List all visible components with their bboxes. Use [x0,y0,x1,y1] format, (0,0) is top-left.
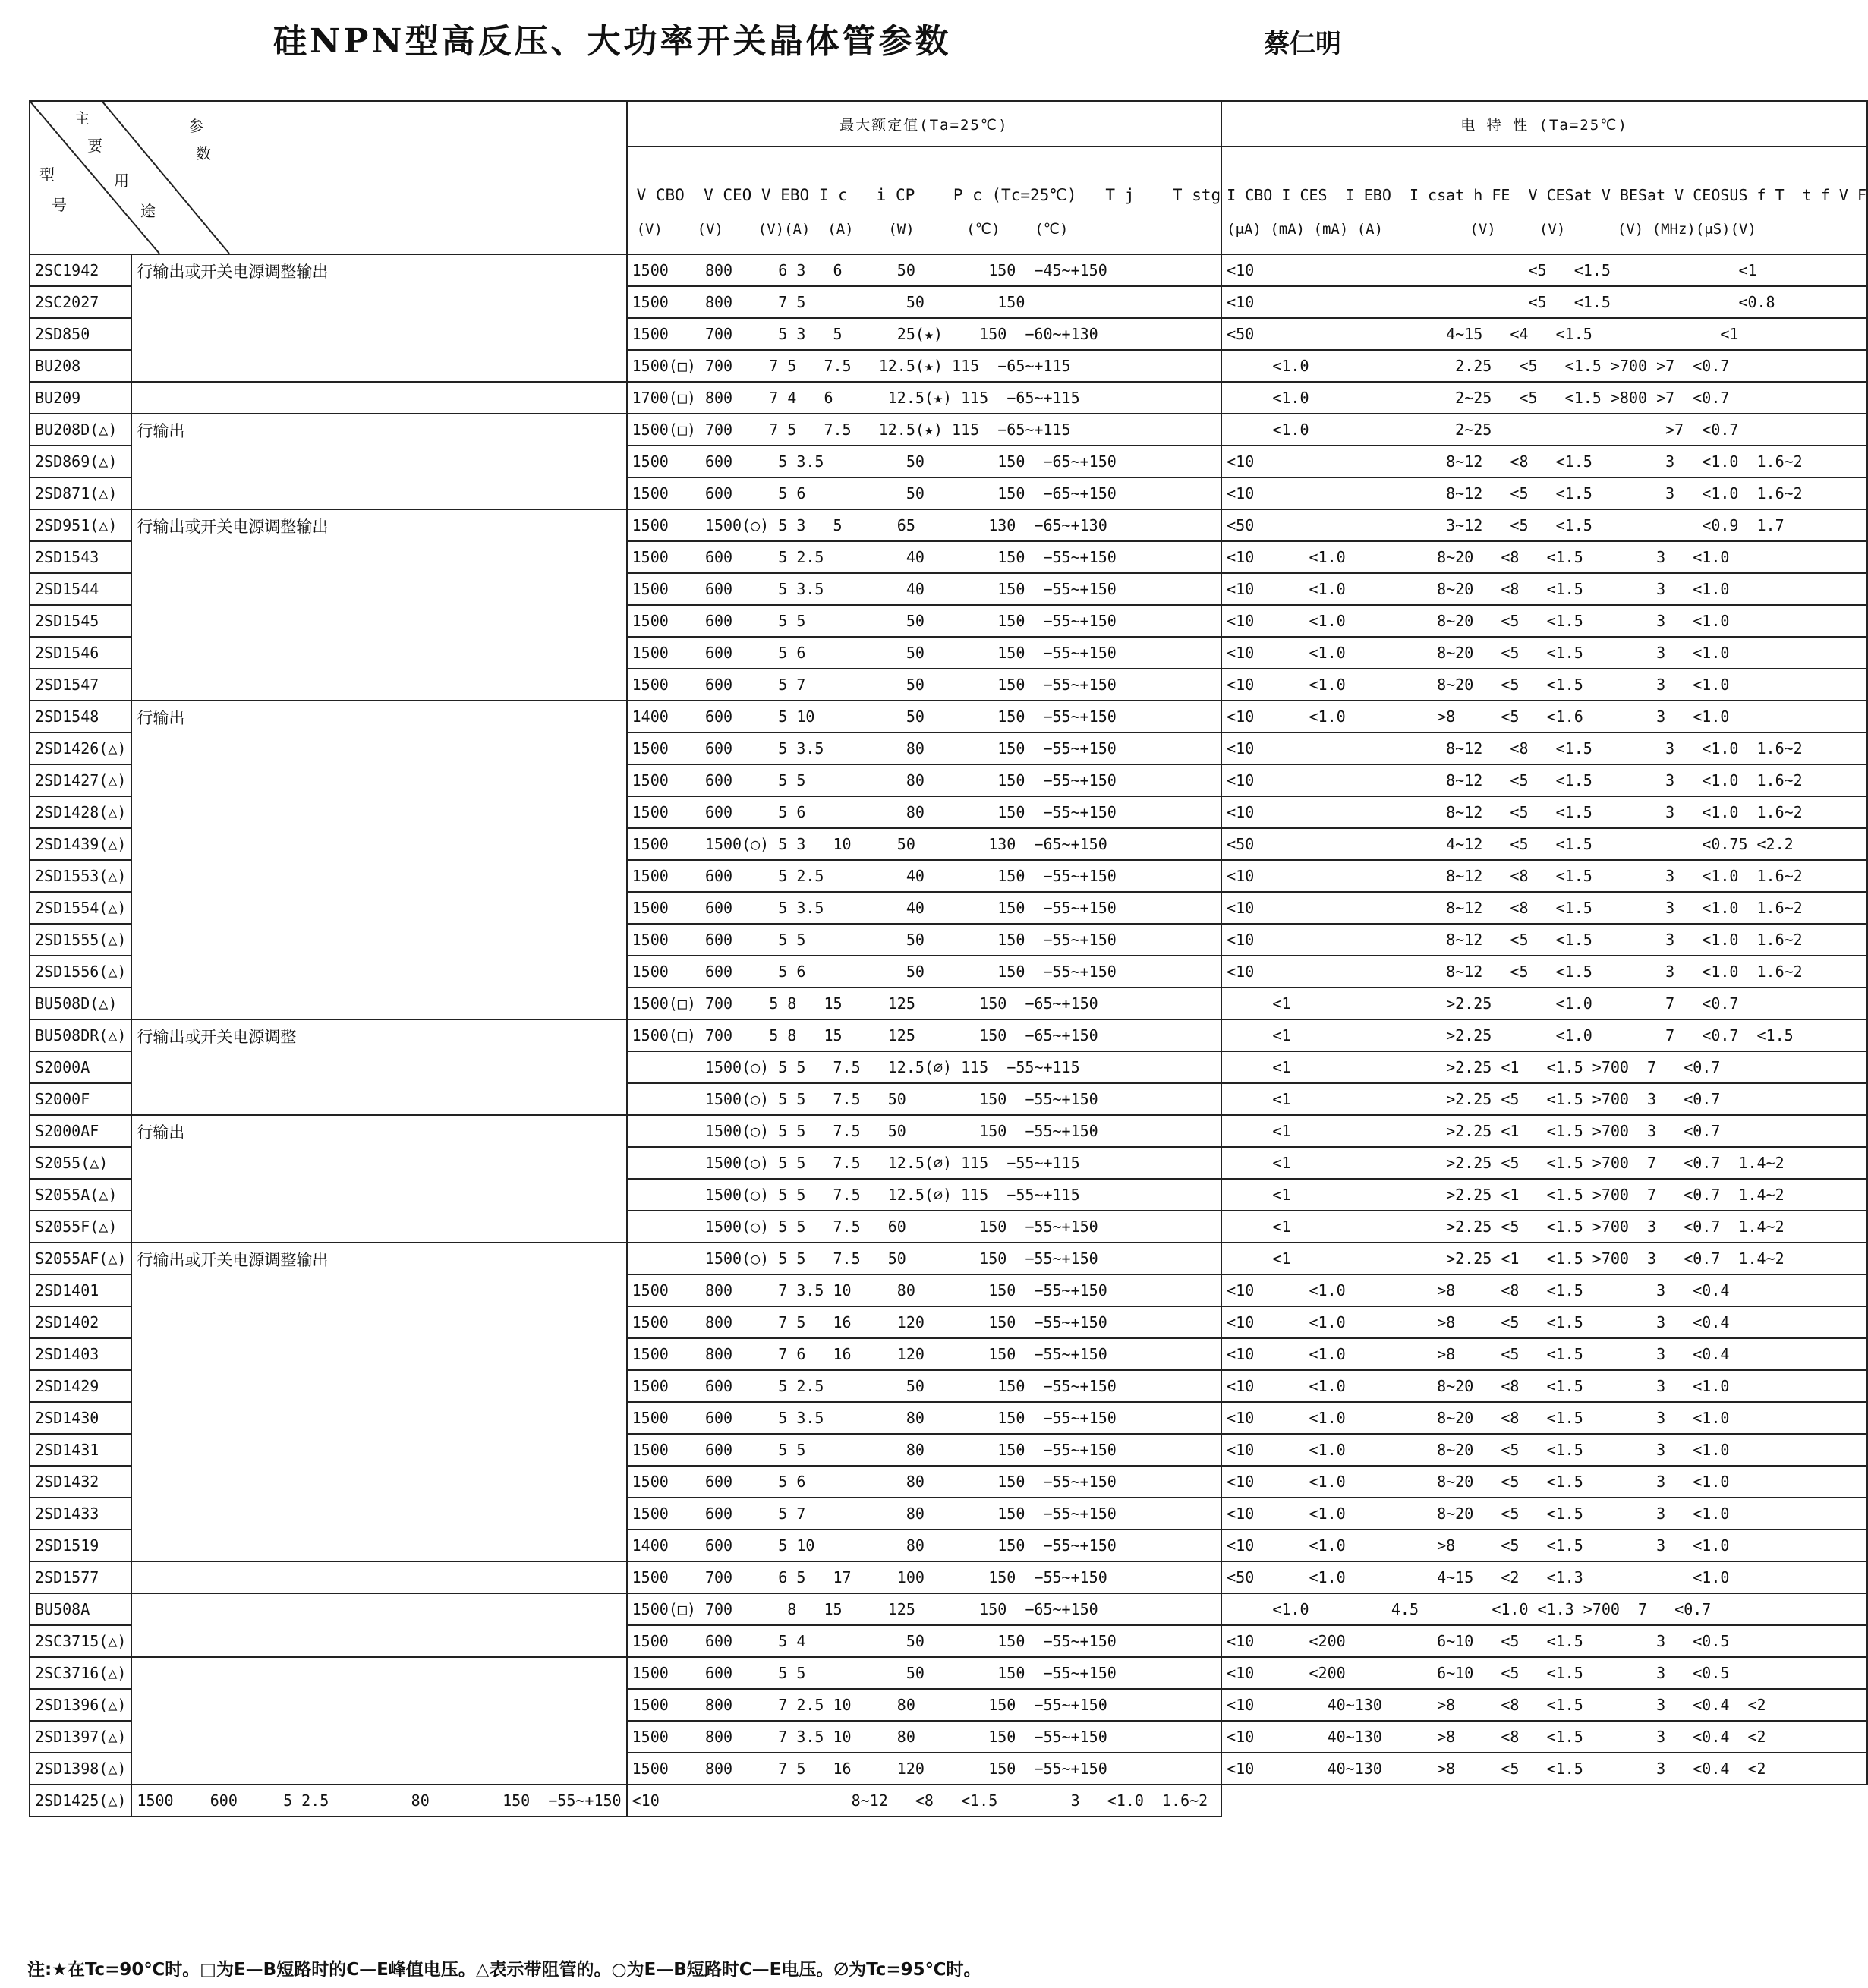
model-cell: 2SD951(△) [30,509,131,541]
max-rating-cell: 1500 800 7 3.5 10 80 150 −55~+150 [627,1721,1222,1753]
table-row [30,1115,1867,1147]
elec-col-names: I CBO I CES I EBO I csat h FE V CESat V BESat V CEOSUS f T t f V F [1227,186,1867,204]
model-cell: 2SD1401 [30,1274,131,1306]
model-cell: 2SD850 [30,318,131,350]
max-rating-cell: 1500 600 5 2.5 80 150 −55~+150 [131,1785,626,1816]
table-row [30,414,1867,446]
max-rating-cell: 1500(□) 700 5 8 15 125 150 −65~+150 [627,988,1222,1019]
electrical-cell: <1 >2.25 <1 <1.5 >700 7 <0.7 1.4~2 [1221,1179,1867,1211]
model-cell: 2SD1403 [30,1338,131,1370]
model-cell: 2SD1432 [30,1466,131,1498]
electrical-cell: <1 >2.25 <5 <1.5 >700 3 <0.7 [1221,1083,1867,1115]
electrical-cell: <1 >2.25 <1.0 7 <0.7 <1.5 [1221,1019,1867,1051]
table-row [30,1657,1867,1689]
max-rating-cell: 1500 600 5 6 80 150 −55~+150 [627,796,1222,828]
electrical-cell: <10 <1.0 8~20 <5 <1.5 3 <1.0 [1221,1498,1867,1530]
use-cell [131,1657,626,1785]
electrical-cell: <1.0 2~25 <5 <1.5 >800 >7 <0.7 [1221,382,1867,414]
max-rating-cell: 1500 800 7 2.5 10 80 150 −55~+150 [627,1689,1222,1721]
electrical-cell: <10 <1.0 8~20 <8 <1.5 3 <1.0 [1221,573,1867,605]
model-cell: 2SD1555(△) [30,924,131,956]
table-row [30,509,1867,541]
model-cell: 2SD1553(△) [30,860,131,892]
model-cell: BU209 [30,382,131,414]
use-cell [131,382,626,414]
footnote: 注:★在Tc=90℃时。□为E—B短路时的C—E峰值电压。△表示带阻管的。○为E—B短路时C—E电压。∅为Tc=95℃时。 [27,1960,981,1980]
electrical-cell: <1 >2.25 <5 <1.5 >700 7 <0.7 1.4~2 [1221,1147,1867,1179]
max-rating-cell: 1500 600 5 6 80 150 −55~+150 [627,1466,1222,1498]
max-rating-cell: 1400 600 5 10 50 150 −55~+150 [627,701,1222,733]
corner-tu: 途 [140,202,156,220]
table-row [30,1593,1867,1625]
electrical-cell: <10 <200 6~10 <5 <1.5 3 <0.5 [1221,1657,1867,1689]
electrical-cell: <10 <1.0 8~20 <8 <1.5 3 <1.0 [1221,1402,1867,1434]
model-cell: 2SD1439(△) [30,828,131,860]
electrical-cell: <10 <1.0 8~20 <5 <1.5 3 <1.0 [1221,669,1867,701]
model-cell: BU508A [30,1593,131,1625]
corner-shu: 数 [196,144,211,162]
model-cell: S2055A(△) [30,1179,131,1211]
electrical-cell: <10 40~130 >8 <5 <1.5 3 <0.4 <2 [1221,1753,1867,1785]
table-body [30,254,1867,1816]
model-cell: S2055F(△) [30,1211,131,1243]
model-cell: 2SD1430 [30,1402,131,1434]
max-rating-cell: 1400 600 5 10 80 150 −55~+150 [627,1530,1222,1561]
max-col-names: V CBO V CEO V EBO I c i CP P c (Tc=25℃) T j T stg [636,186,1221,204]
model-cell: 2SD1545 [30,605,131,637]
max-rating-cell: 1500 800 7 5 16 120 150 −55~+150 [627,1306,1222,1338]
model-cell: BU508DR(△) [30,1019,131,1051]
max-rating-cell: 1500 800 6 3 6 50 150 −45~+150 [627,254,1222,286]
electrical-cell: <10 8~12 <8 <1.5 3 <1.0 1.6~2 [627,1785,1222,1816]
model-cell: 2SD1543 [30,541,131,573]
max-rating-cell: 1500 600 5 6 50 150 −55~+150 [627,637,1222,669]
table-row [30,1785,1867,1816]
model-cell: 2SD1547 [30,669,131,701]
use-cell [131,1561,626,1593]
electrical-cell: <1.0 2.25 <5 <1.5 >700 >7 <0.7 [1221,350,1867,382]
electrical-cell: <10 <1.0 >8 <5 <1.5 3 <1.0 [1221,1530,1867,1561]
table-row [30,1561,1867,1593]
electrical-cell: <10 <1.0 8~20 <5 <1.5 3 <1.0 [1221,1434,1867,1466]
corner-main: 主 [74,109,90,128]
electrical-cell: <10 40~130 >8 <8 <1.5 3 <0.4 <2 [1221,1689,1867,1721]
corner-hao: 号 [52,196,67,214]
max-rating-cell: 1500 700 6 5 17 100 150 −55~+150 [627,1561,1222,1593]
max-rating-cell: 1500(○) 5 5 7.5 50 150 −55~+150 [627,1115,1222,1147]
max-rating-cell: 1500 600 5 5 50 150 −55~+150 [627,924,1222,956]
use-cell: 行输出或开关电源调整输出 [131,509,626,701]
max-rating-cell: 1700(□) 800 7 4 6 12.5(★) 115 −65~+115 [627,382,1222,414]
electrical-cell: <1 >2.25 <5 <1.5 >700 3 <0.7 1.4~2 [1221,1211,1867,1243]
max-rating-cell: 1500(□) 700 7 5 7.5 12.5(★) 115 −65~+115 [627,350,1222,382]
use-cell [131,1593,626,1657]
model-cell: BU208D(△) [30,414,131,446]
model-cell: 2SC1942 [30,254,131,286]
model-cell: 2SD1544 [30,573,131,605]
use-cell: 行输出 [131,701,626,1019]
model-cell: BU508D(△) [30,988,131,1019]
max-rating-cell: 1500 600 5 2.5 40 150 −55~+150 [627,541,1222,573]
max-rating-cell: 1500 600 5 3.5 80 150 −55~+150 [627,1402,1222,1434]
model-cell: 2SD1519 [30,1530,131,1561]
parameter-table [29,100,1868,1817]
model-cell: 2SD1577 [30,1561,131,1593]
electrical-cell: <10 8~12 <8 <1.5 3 <1.0 1.6~2 [1221,892,1867,924]
model-cell: BU208 [30,350,131,382]
electrical-cell: <1 >2.25 <1 <1.5 >700 3 <0.7 [1221,1115,1867,1147]
max-rating-cell: 1500 600 5 3.5 40 150 −55~+150 [627,892,1222,924]
max-rating-cell: 1500 600 5 3.5 50 150 −65~+150 [627,446,1222,477]
use-cell: 行输出或开关电源调整输出 [131,1243,626,1561]
electrical-cell: <1.0 4.5 <1.0 <1.3 >700 7 <0.7 [1221,1593,1867,1625]
electrical-cell: <10 8~12 <8 <1.5 3 <1.0 1.6~2 [1221,446,1867,477]
use-cell: 行输出或开关电源调整 [131,1019,626,1115]
max-rating-cell: 1500(○) 5 5 7.5 12.5(∅) 115 −55~+115 [627,1179,1222,1211]
electrical-columns [1221,147,1867,254]
max-rating-cell: 1500(□) 700 8 15 125 150 −65~+150 [627,1593,1222,1625]
electrical-cell: <50 4~15 <4 <1.5 <1 [1221,318,1867,350]
model-cell: 2SD1546 [30,637,131,669]
electrical-cell: <10 8~12 <5 <1.5 3 <1.0 1.6~2 [1221,924,1867,956]
max-rating-cell: 1500 700 5 3 5 25(★) 150 −60~+130 [627,318,1222,350]
max-rating-cell: 1500 600 5 6 50 150 −65~+150 [627,477,1222,509]
electrical-cell: <10 <1.0 >8 <5 <1.6 3 <1.0 [1221,701,1867,733]
max-rating-cell: 1500 600 5 5 50 150 −55~+150 [627,1657,1222,1689]
model-cell: 2SD1429 [30,1370,131,1402]
electrical-cell: <50 <1.0 4~15 <2 <1.3 <1.0 [1221,1561,1867,1593]
max-rating-cell: 1500(○) 5 5 7.5 12.5(∅) 115 −55~+115 [627,1051,1222,1083]
model-cell: 2SD1397(△) [30,1721,131,1753]
electrical-cell: <10 <1.0 8~20 <5 <1.5 3 <1.0 [1221,637,1867,669]
max-rating-cell: 1500 600 5 5 50 150 −55~+150 [627,605,1222,637]
table-row [30,382,1867,414]
max-rating-cell: 1500 600 5 7 50 150 −55~+150 [627,669,1222,701]
electrical-cell: <10 <1.0 8~20 <5 <1.5 3 <1.0 [1221,605,1867,637]
max-rating-cell: 1500 600 5 2.5 40 150 −55~+150 [627,860,1222,892]
electrical-cell: <10 <1.0 >8 <8 <1.5 3 <0.4 [1221,1274,1867,1306]
max-rating-cell: 1500 600 5 3.5 80 150 −55~+150 [627,733,1222,764]
model-cell: 2SD1425(△) [30,1785,131,1816]
electrical-cell: <10 <1.0 >8 <5 <1.5 3 <0.4 [1221,1338,1867,1370]
electrical-cell: <50 3~12 <5 <1.5 <0.9 1.7 [1221,509,1867,541]
max-rating-cell: 1500 800 7 5 50 150 [627,286,1222,318]
max-rating-cell: 1500 600 5 6 50 150 −55~+150 [627,956,1222,988]
electrical-cell: <10 8~12 <8 <1.5 3 <1.0 1.6~2 [1221,733,1867,764]
electrical-cell: <1 >2.25 <1 <1.5 >700 3 <0.7 1.4~2 [1221,1243,1867,1274]
electrical-cell: <10 40~130 >8 <8 <1.5 3 <0.4 <2 [1221,1721,1867,1753]
use-cell: 行输出 [131,414,626,509]
electrical-cell: <10 8~12 <5 <1.5 3 <1.0 1.6~2 [1221,796,1867,828]
max-rating-cell: 1500 800 7 5 16 120 150 −55~+150 [627,1753,1222,1785]
electrical-cell: <10 <1.0 >8 <5 <1.5 3 <0.4 [1221,1306,1867,1338]
model-cell: S2000AF [30,1115,131,1147]
model-cell: S2000F [30,1083,131,1115]
model-cell: 2SD871(△) [30,477,131,509]
model-cell: S2055(△) [30,1147,131,1179]
model-cell: 2SD1396(△) [30,1689,131,1721]
electrical-cell: <10 <1.0 8~20 <5 <1.5 3 <1.0 [1221,1466,1867,1498]
electrical-header: 电 特 性 (Ta=25℃) [1221,101,1867,147]
max-rating-cell: 1500 600 5 2.5 50 150 −55~+150 [627,1370,1222,1402]
model-cell: S2000A [30,1051,131,1083]
max-rating-cell: 1500(□) 700 5 8 15 125 150 −65~+150 [627,1019,1222,1051]
page-title: 硅NPN型高反压、大功率开关晶体管参数 [273,22,952,61]
model-cell: 2SD1548 [30,701,131,733]
model-cell: 2SD1402 [30,1306,131,1338]
max-rating-cell: 1500 600 5 7 80 150 −55~+150 [627,1498,1222,1530]
model-cell: 2SD1433 [30,1498,131,1530]
electrical-cell: <10 8~12 <8 <1.5 3 <1.0 1.6~2 [1221,860,1867,892]
max-rating-cell: 1500 1500(○) 5 3 5 65 130 −65~+130 [627,509,1222,541]
electrical-cell: <10 8~12 <5 <1.5 3 <1.0 1.6~2 [1221,477,1867,509]
max-rating-cell: 1500(○) 5 5 7.5 50 150 −55~+150 [627,1243,1222,1274]
electrical-cell: <10 <200 6~10 <5 <1.5 3 <0.5 [1221,1625,1867,1657]
electrical-cell: <1 >2.25 <1 <1.5 >700 7 <0.7 [1221,1051,1867,1083]
electrical-cell: <10 8~12 <5 <1.5 3 <1.0 1.6~2 [1221,956,1867,988]
electrical-cell: <10 <5 <1.5 <0.8 [1221,286,1867,318]
model-cell: 2SD869(△) [30,446,131,477]
max-rating-cell: 1500(□) 700 7 5 7.5 12.5(★) 115 −65~+115 [627,414,1222,446]
max-rating-cell: 1500(○) 5 5 7.5 12.5(∅) 115 −55~+115 [627,1147,1222,1179]
corner-can: 参 [188,117,203,135]
electrical-cell: <10 <5 <1.5 <1 [1221,254,1867,286]
electrical-cell: <1 >2.25 <1.0 7 <0.7 [1221,988,1867,1019]
model-cell: 2SD1426(△) [30,733,131,764]
max-rating-columns [627,147,1222,254]
model-cell: 2SD1554(△) [30,892,131,924]
max-rating-cell: 1500 800 7 6 16 120 150 −55~+150 [627,1338,1222,1370]
model-cell: 2SC2027 [30,286,131,318]
electrical-cell: <1.0 2~25 >7 <0.7 [1221,414,1867,446]
model-cell: S2055AF(△) [30,1243,131,1274]
model-cell: 2SD1556(△) [30,956,131,988]
model-cell: 2SD1431 [30,1434,131,1466]
max-col-units: (V) (V) (V)(A) (A) (W) (℃) (℃) [636,221,1069,238]
corner-xing: 型 [39,165,55,184]
elec-col-units: (μA) (mA) (mA) (A) (V) (V) (V) (MHz)(μS)(V) [1227,221,1756,238]
use-cell: 行输出或开关电源调整输出 [131,254,626,382]
max-rating-cell: 1500(○) 5 5 7.5 60 150 −55~+150 [627,1211,1222,1243]
model-cell: 2SD1428(△) [30,796,131,828]
model-cell: 2SC3716(△) [30,1657,131,1689]
max-rating-cell: 1500 800 7 3.5 10 80 150 −55~+150 [627,1274,1222,1306]
corner-yong: 用 [114,172,129,190]
table-row [30,1019,1867,1051]
table-row [30,1243,1867,1274]
model-cell: 2SC3715(△) [30,1625,131,1657]
corner-header [30,101,627,254]
use-cell: 行输出 [131,1115,626,1243]
max-rating-cell: 1500 600 5 4 50 150 −55~+150 [627,1625,1222,1657]
electrical-cell: <10 8~12 <5 <1.5 3 <1.0 1.6~2 [1221,764,1867,796]
electrical-cell: <50 4~12 <5 <1.5 <0.75 <2.2 [1221,828,1867,860]
model-cell: 2SD1398(△) [30,1753,131,1785]
max-rating-cell: 1500 600 5 5 80 150 −55~+150 [627,764,1222,796]
max-rating-cell: 1500 600 5 5 80 150 −55~+150 [627,1434,1222,1466]
model-cell: 2SD1427(△) [30,764,131,796]
table-row [30,254,1867,286]
max-rating-header: 最大额定值(Ta=25℃) [627,101,1222,147]
max-rating-cell: 1500 600 5 3.5 40 150 −55~+150 [627,573,1222,605]
corner-yao: 要 [87,137,102,155]
electrical-cell: <10 <1.0 8~20 <8 <1.5 3 <1.0 [1221,541,1867,573]
author: 蔡仁明 [1264,29,1341,59]
table-row [30,701,1867,733]
max-rating-cell: 1500 1500(○) 5 3 10 50 130 −65~+150 [627,828,1222,860]
max-rating-cell: 1500(○) 5 5 7.5 50 150 −55~+150 [627,1083,1222,1115]
electrical-cell: <10 <1.0 8~20 <8 <1.5 3 <1.0 [1221,1370,1867,1402]
